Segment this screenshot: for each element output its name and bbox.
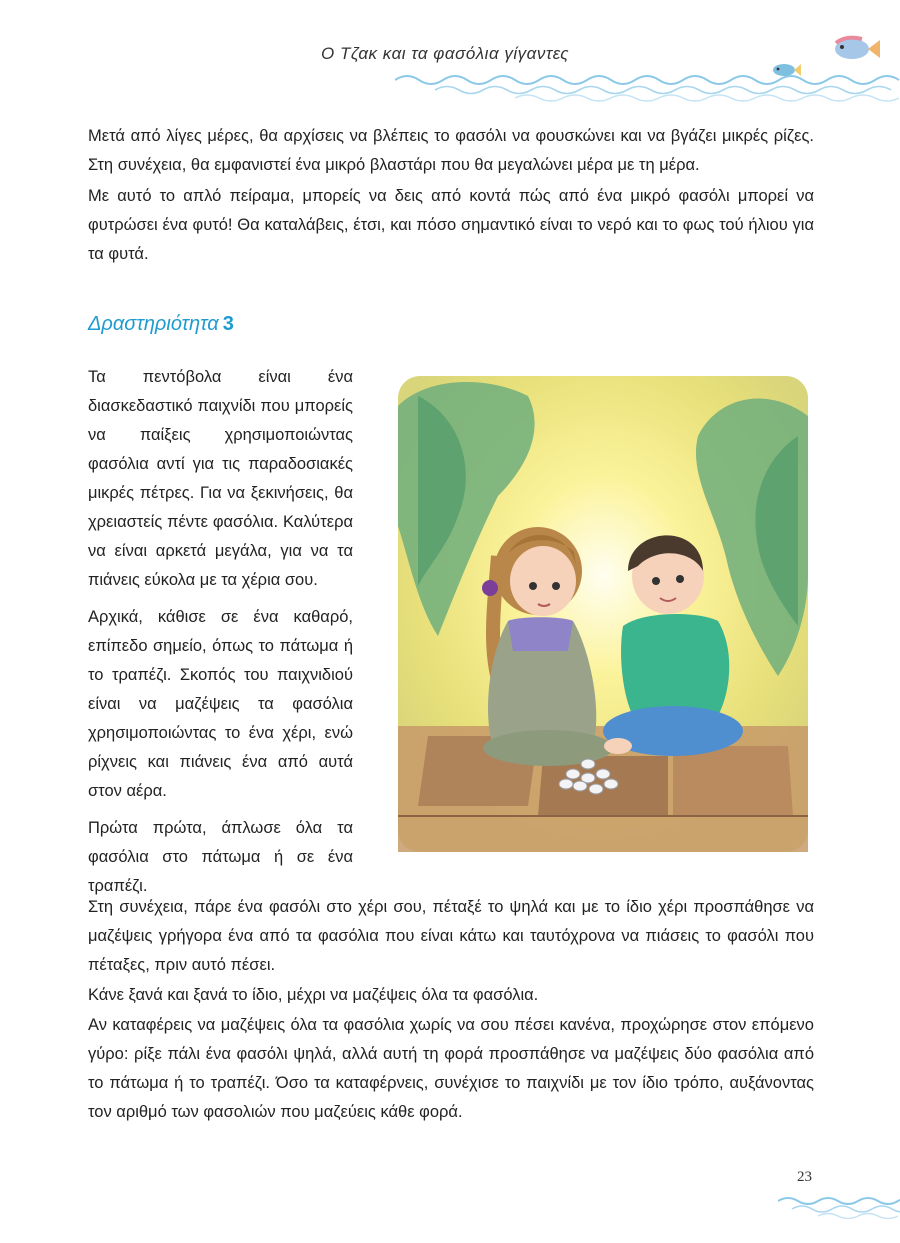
column-paragraph-3: Πρώτα πρώτα, άπλωσε όλα τα φασόλια στο πάτωμα ή σε ένα τραπέζι. bbox=[88, 819, 353, 895]
text-column bbox=[88, 363, 353, 909]
running-header-title: Ο Τζακ και τα φασόλια γίγαντες bbox=[321, 44, 569, 63]
activity-heading bbox=[88, 313, 234, 336]
column-paragraph-2: Αρχικά, κάθισε σε ένα καθαρό, επίπεδο σημείο, όπως το πάτωμα ή το τραπέζι. Σκοπός του παιχνιδιού είναι να μαζέψεις τα φασόλια χρησιμοποιώντας το ένα χέρι, ενώ ρίχνεις και πιάνεις ένα από αυτά στον αέρα. bbox=[88, 608, 353, 800]
header-waves-decoration bbox=[395, 62, 900, 102]
activity-number: 3 bbox=[222, 313, 234, 335]
intro-paragraph-2: Με αυτό το απλό πείραμα, μπορείς να δεις από κοντά πώς από ένα μικρό φασόλι μπορεί να φυτρώσει ένα φυτό! Θα καταλάβεις, έτσι, και πόσο σημαντικό είναι το νερό και το φως τού ήλιου για τα φυτά. bbox=[88, 187, 814, 263]
intro-paragraph-1: Μετά από λίγες μέρες, θα αρχίσεις να βλέπεις το φασόλι να φουσκώνει και να βγάζει μικρές ρίζες. Στη συνέχεια, θα εμφανιστεί ένα μικρό βλαστάρι που θα μεγαλώνει μέρα με τη μέρα. bbox=[88, 127, 814, 174]
children-playing-illustration bbox=[398, 376, 808, 852]
fish-icon bbox=[830, 34, 882, 64]
column-paragraph-1: Τα πεντόβολα είναι ένα διασκεδαστικό παιχνίδι που μπορείς να παίξεις χρησιμοποιώντας φασόλια αντί για τις παραδοσιακές μικρές πέτρες. Για να ξεκινήσεις, θα χρειαστείς πέντε φασόλια. Καλύτερα να είναι αρκετά μεγάλα, για να τα πιάνεις εύκολα με τα χέρια σου. bbox=[88, 368, 353, 589]
small-fish-icon bbox=[770, 60, 802, 80]
activity-label: Δραστηριότητα bbox=[88, 313, 219, 335]
body-paragraph-3: Αν καταφέρεις να μαζέψεις όλα τα φασόλια χωρίς να σου πέσει κανένα, προχώρησε στον επόμενο γύρο: ρίξε πάλι ένα φασόλι ψηλά, αλλά αυτή τη φορά προσπάθησε να μαζέψεις δύο φασόλια από το πάτωμα ή το τραπέζι. Όσο τα καταφέρνεις, συνέχισε το παιχνίδι με τον ίδιο τρόπο, αυξάνοντας τον αριθμό των φασολιών που μαζεύεις κάθε φορά. bbox=[88, 1016, 814, 1121]
body-paragraph-2: Κάνε ξανά και ξανά το ίδιο, μέχρι να μαζέψεις όλα τα φασόλια. bbox=[88, 986, 539, 1004]
body-paragraph-1: Στη συνέχεια, πάρε ένα φασόλι στο χέρι σου, πέταξέ το ψηλά και με το ίδιο χέρι προσπάθησε να μαζέψεις γρήγορα ένα από τα φασόλια που είναι κάτω και ταυτόχρονα να πιάσεις το φασόλι που πέταξες, πριν αυτό πέσει. bbox=[88, 898, 814, 974]
page-number: 23 bbox=[797, 1169, 812, 1185]
footer-waves-decoration bbox=[778, 1193, 900, 1219]
